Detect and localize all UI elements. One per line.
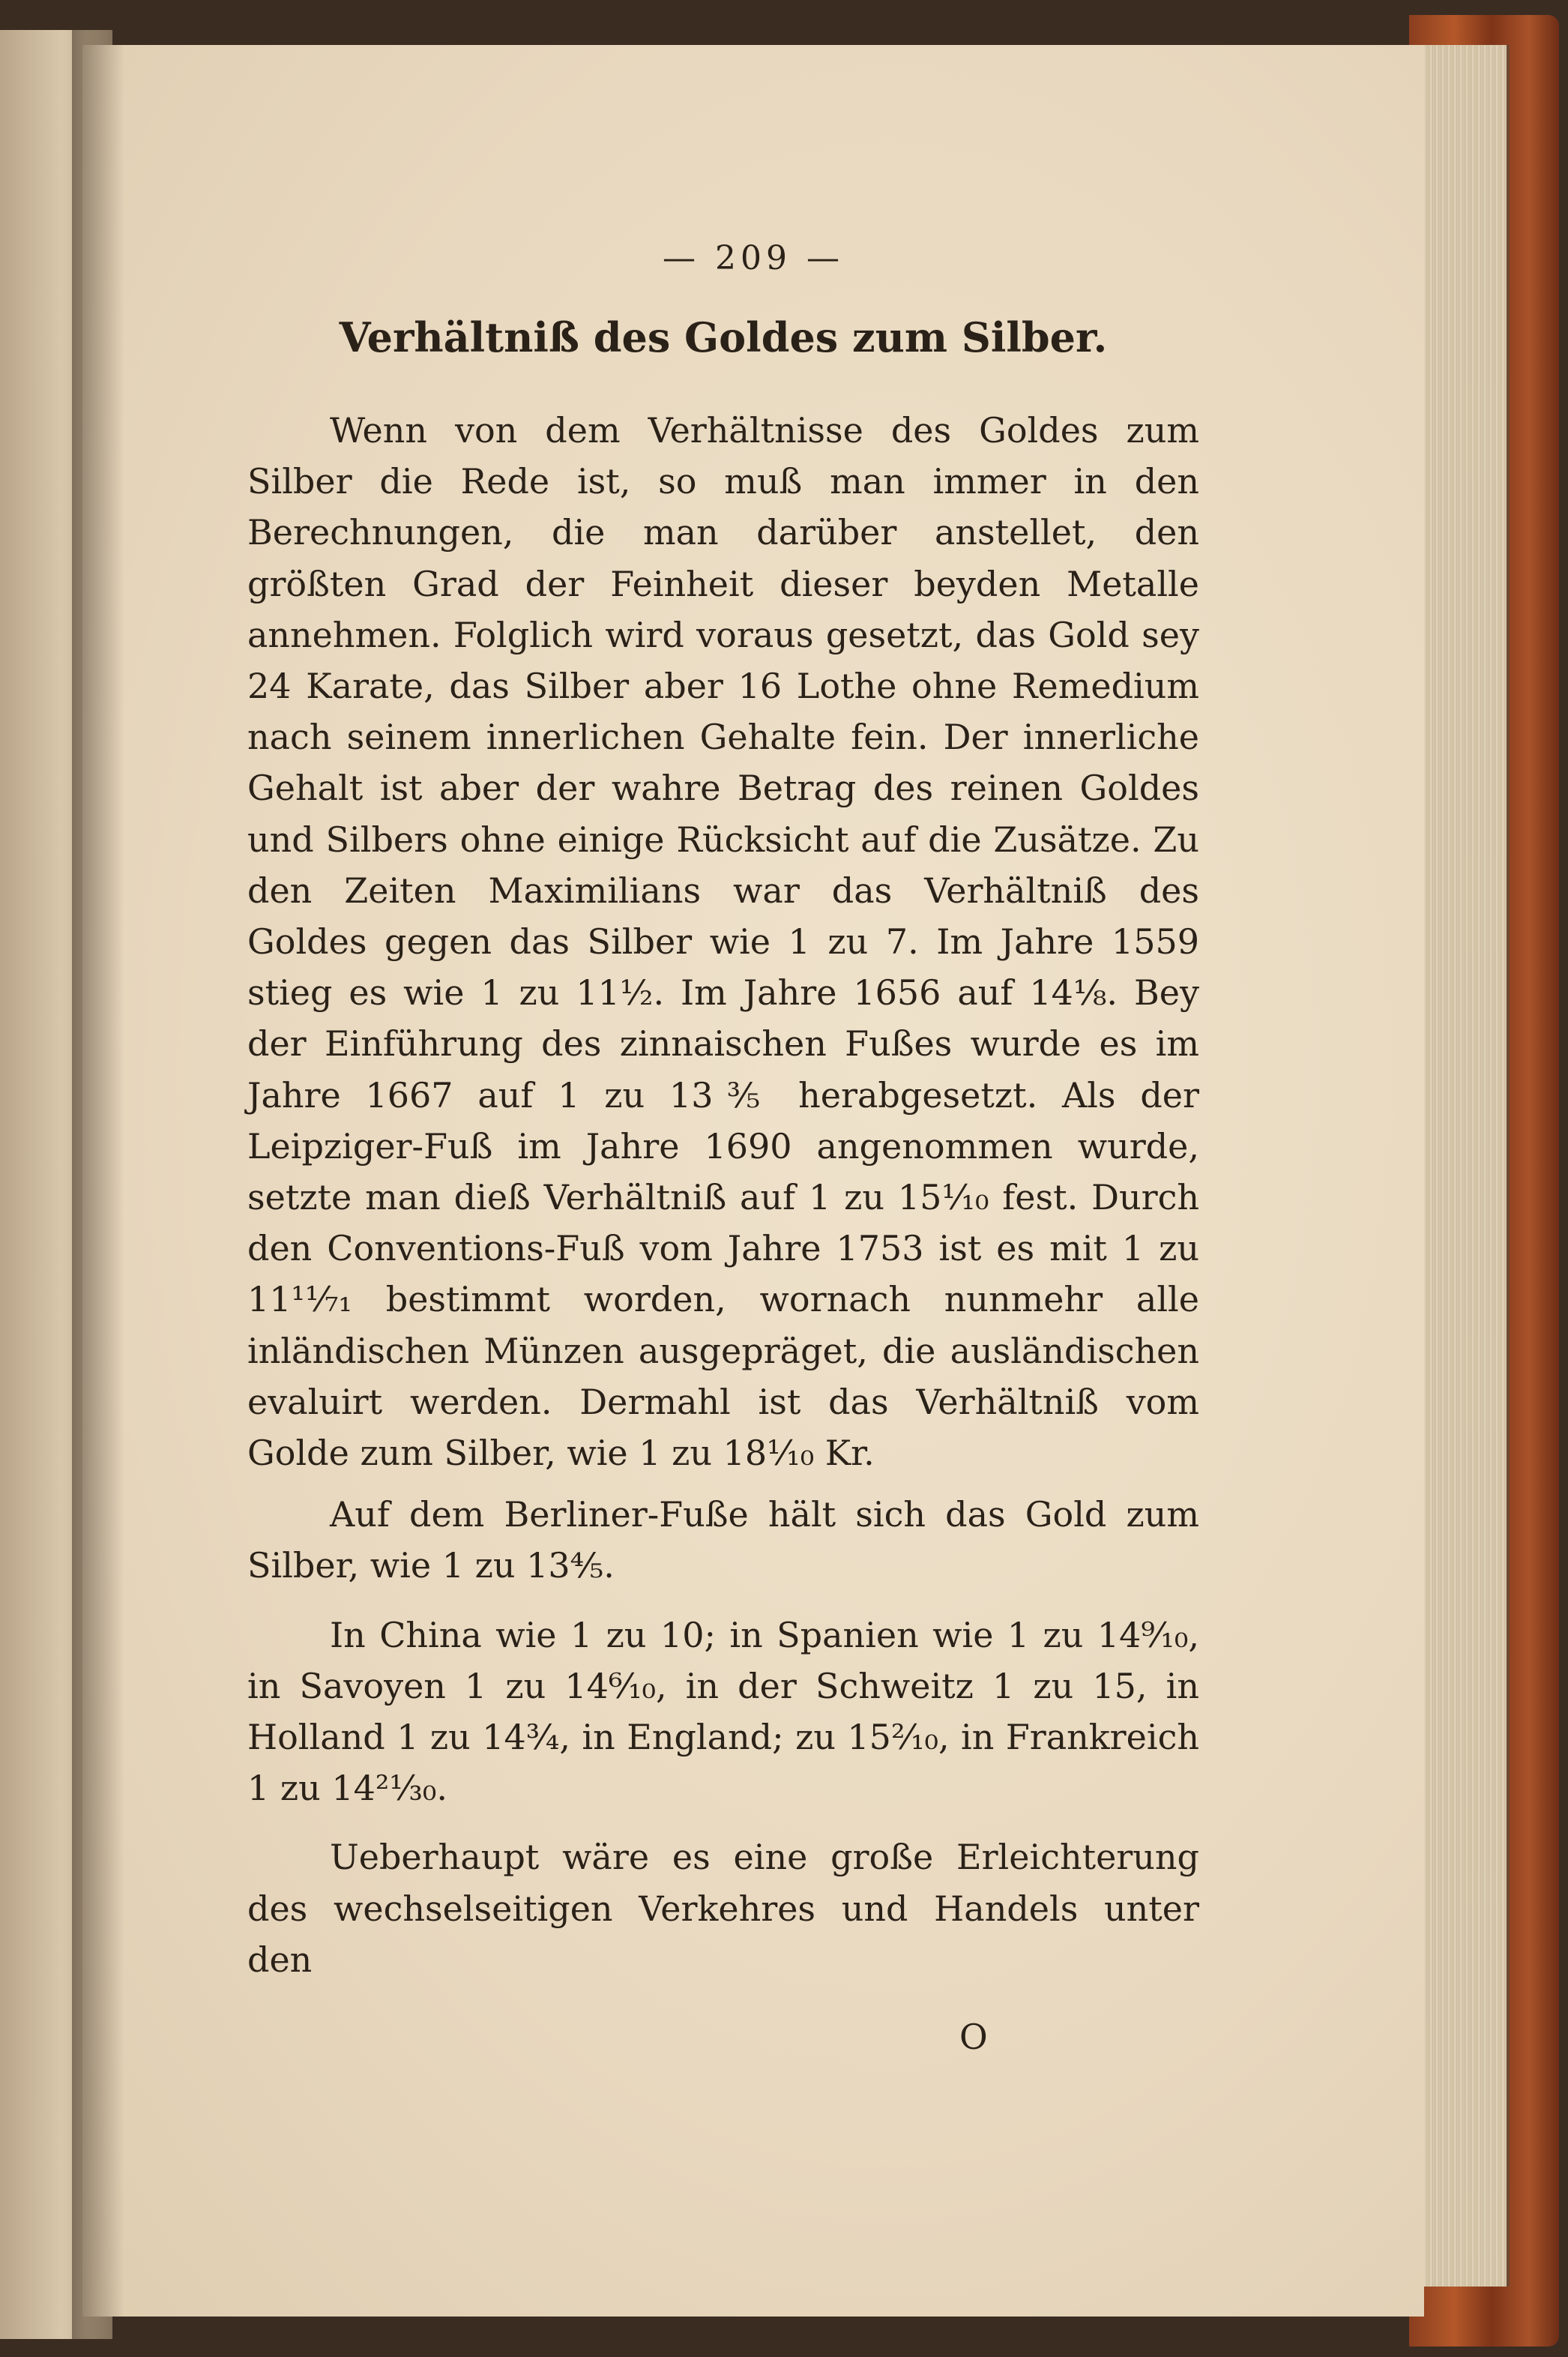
paragraph-4: Ueberhaupt wäre es eine große Erleichterung des wechselseitigen Verkehres und Handels unter den [247,1837,1199,1980]
paragraph-3: In China wie 1 zu 10; in Spanien wie 1 zu 14⁹⁄₁₀, in Savoyen 1 zu 14⁶⁄₁₀, in der Schweitz 1 zu 15, in Holland 1 zu 14¾, in England; zu 15²⁄₁₀, in Frankreich 1 zu 14²¹⁄₃₀. [247,1614,1199,1809]
signature-mark: O [959,2017,988,2057]
gutter-shadow [72,30,124,2339]
section-heading: Verhältniß des Goldes zum Silber. [339,313,1108,361]
paragraph-2: Auf dem Berliner-Fuße hält sich das Gold zum Silber, wie 1 zu 13⅘. [247,1494,1199,1586]
paragraph-1: Wenn von dem Verhältnisse des Goldes zum Silber die Rede ist, so muß man immer in den Berechnungen, die man darüber anstellet, den größten Grad der Feinheit dieser beyden Metalle annehmen. Folglich wird voraus gesetzt, das Gold sey 24 Karate, das Silber aber 16 Lothe ohne Remedium nach seinem innerlichen Gehalte fein. Der innerliche Gehalt ist aber der wahre Betrag des reinen Goldes und Silbers ohne einige Rücksicht auf die Zusätze. Zu den Zeiten Maximilians war das Verhältniß des Goldes gegen das Silber wie 1 zu 7. Im Jahre 1559 stieg es wie 1 zu 11½. Im Jahre 1656 auf 14⅛. Bey der Einführung des zinnaischen Fußes wurde es im Jahre 1667 auf 1 zu 13⅗ herabgesetzt. Als der Leipziger-Fuß im Jahre 1690 angenommen wurde, setzte man dieß Verhältniß auf 1 zu 15¹⁄₁₀ fest. Durch den Conventions-Fuß vom Jahre 1753 ist es mit 1 zu 11¹¹⁄₇₁ bestimmt worden, wornach nunmehr alle inländischen Münzen ausgepräget, die ausländischen evaluirt werden. Dermahl ist das Verhältniß vom Golde zum Silber, wie 1 zu 18¹⁄₁₀ Kr. [247,410,1199,1474]
book-page [82,45,1424,2317]
page-number: — 209 — [663,239,844,277]
page-edges [1409,45,1510,2287]
text-block [247,232,1199,1985]
